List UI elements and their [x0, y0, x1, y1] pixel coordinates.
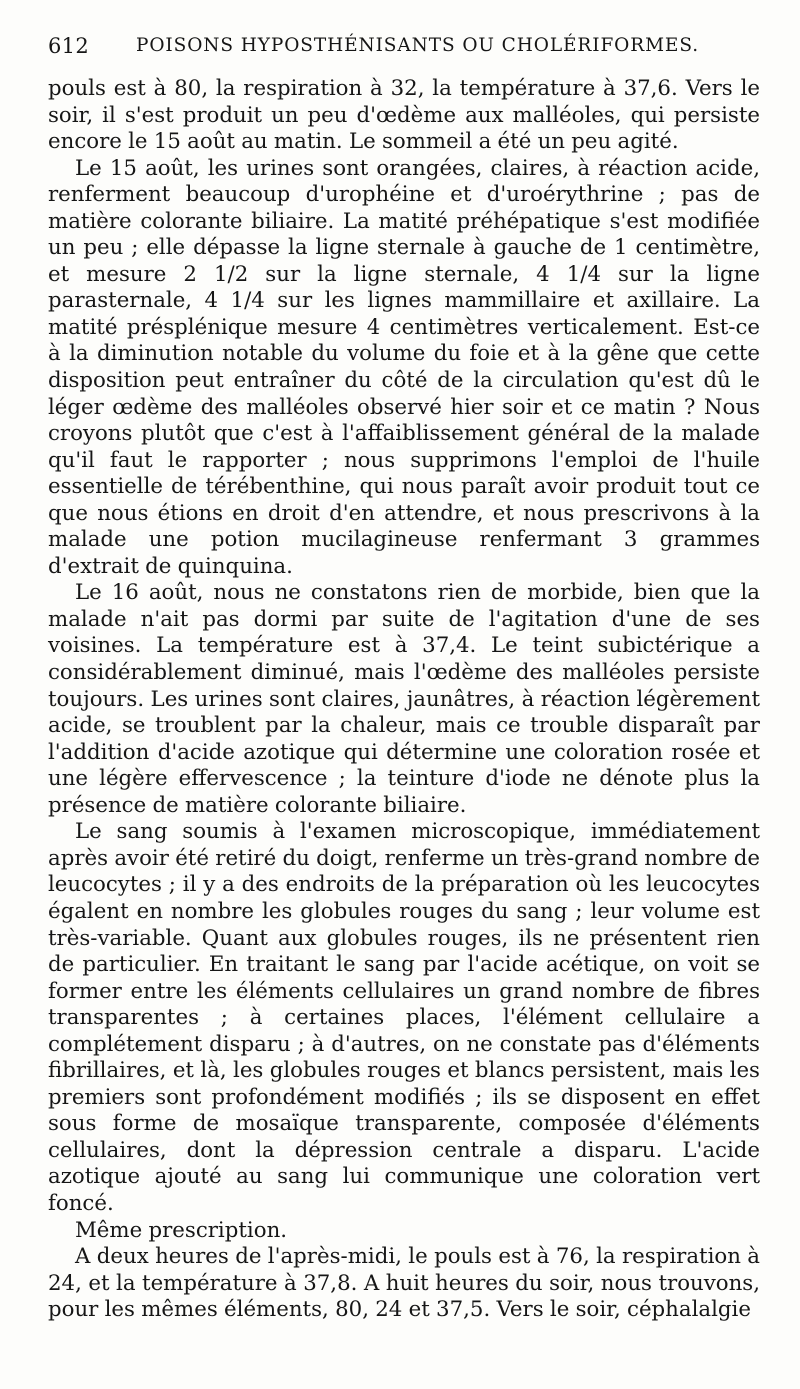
- running-title: POISONS HYPOSTHÉNISANTS OU CHOLÉRIFORMES.: [136, 35, 700, 56]
- paragraph: Le 16 août, nous ne constatons rien de morbide, bien que la malade n'ait pas dormi par suite de l'agitation d'une de ses voisines. La température est à 37,4. Le teint subictérique a considérablement diminué, mais l'œdème des malléoles persiste toujours. Les urines sont claires, jaunâtres, à réaction légèrement acide, se troublent par la chaleur, mais ce trouble disparaît par l'addition d'acide azotique qui détermine une coloration rosée et une légère effervescence ; la teinture d'iode ne dénote plus la présence de matière colorante biliaire.: [48, 580, 760, 818]
- paragraph-continued: pouls est à 80, la respiration à 32, la température à 37,6. Vers le soir, il s'est produit un peu d'œdème aux malléoles, qui persiste encore le 15 août au matin. Le sommeil a été un peu agité.: [48, 76, 760, 155]
- paragraph: Le 15 août, les urines sont orangées, claires, à réaction acide, renferment beaucoup d'urophéine et d'uroérythrine ; pas de matière colorante biliaire. La matité préhépatique s'est modifiée un peu ; elle dépasse la ligne sternale à gauche de 1 centimètre, et mesure 2 1/2 sur la ligne sternale, 4 1/4 sur la ligne parasternale, 4 1/4 sur les lignes mammillaire et axillaire. La matité présplénique mesure 4 centimètres verticalement. Est-ce à la diminution notable du volume du foie et à la gêne que cette disposition peut entraîner du côté de la circulation qu'est dû le léger œdème des malléoles observé hier soir et ce matin ? Nous croyons plutôt que c'est à l'affaiblissement général de la malade qu'il faut le rapporter ; nous supprimons l'emploi de l'huile essentielle de térébenthine, qui nous paraît avoir produit tout ce que nous étions en droit d'en attendre, et nous prescrivons à la malade une potion mucilagineuse renfermant 3 grammes d'extrait de quinquina.: [48, 155, 760, 579]
- paragraph: Même prescription.: [75, 1217, 288, 1243]
- paragraph: Le sang soumis à l'examen microscopique, immédiatement après avoir été retiré du doigt, renferme un très-grand nombre de leucocytes ; il y a des endroits de la préparation où les leucocytes égalent en nombre les globules rouges du sang ; leur volume est très-variable. Quant aux globules rouges, ils ne présentent rien de particulier. En traitant le sang par l'acide acétique, on voit se former entre les éléments cellulaires un grand nombre de fibres transparentes ; à certaines places, l'élément cellulaire a complétement disparu ; à d'autres, on ne constate pas d'éléments fibrillaires, et là, les globules rouges et blancs persistent, mais les premiers sont profondément modifiés ; ils se disposent en effet sous forme de mosaïque transparente, composée d'éléments cellulaires, dont la dépression centrale a disparu. L'acide azotique ajouté au sang lui communique une coloration vert foncé.: [48, 819, 760, 1216]
- body-text: [48, 76, 760, 1324]
- paragraph: A deux heures de l'après-midi, le pouls est à 76, la respiration à 24, et la température à 37,8. A huit heures du soir, nous trouvons, pour les mêmes éléments, 80, 24 et 37,5. Vers le soir, céphalalgie: [48, 1244, 760, 1323]
- page-number: 612: [48, 34, 89, 58]
- page-header: [48, 34, 758, 64]
